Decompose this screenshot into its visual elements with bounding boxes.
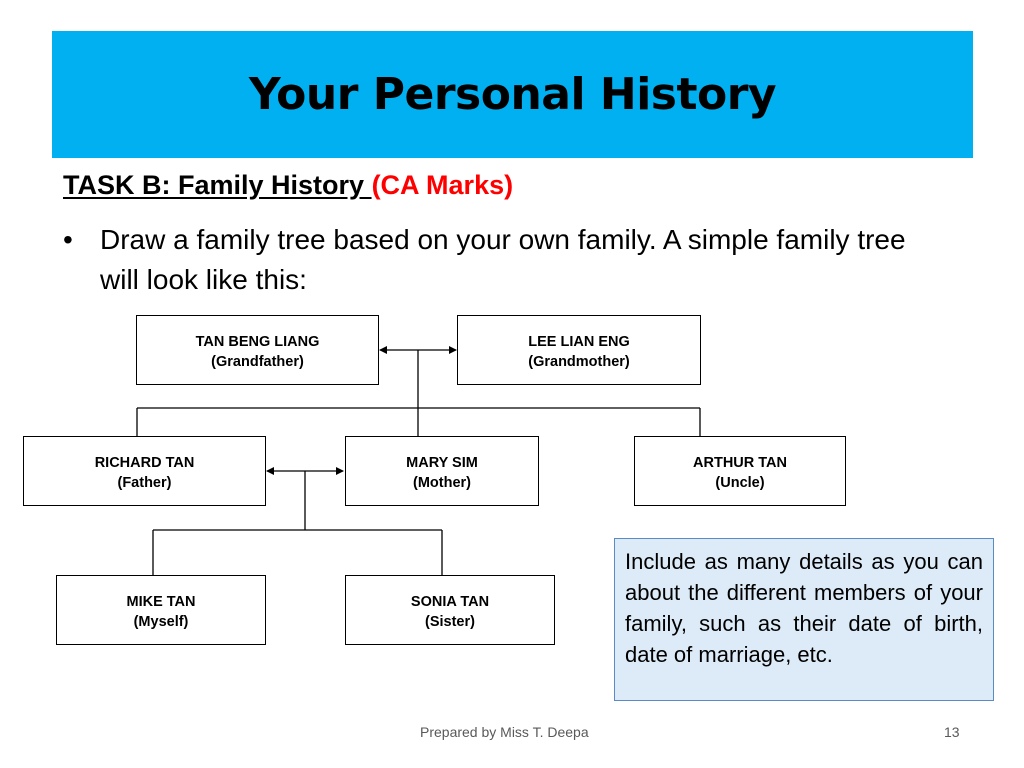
tree-node-grandmother [457, 315, 701, 385]
tree-node-grandfather [136, 315, 379, 385]
ca-marks-label: (CA Marks) [371, 170, 514, 200]
node-role: (Mother) [413, 475, 471, 491]
tree-node-mother [345, 436, 539, 506]
node-name: RICHARD TAN [94, 455, 195, 471]
node-role: (Father) [117, 475, 172, 491]
node-role: (Uncle) [715, 475, 765, 491]
node-role: (Grandmother) [528, 354, 630, 370]
instruction-text: Draw a family tree based on your own family. A simple family tree will look like this: [100, 224, 906, 295]
node-name: ARTHUR TAN [693, 455, 787, 471]
task-label: TASK B: Family History [63, 170, 372, 200]
slide-title: Your Personal History [248, 69, 777, 120]
node-name: MIKE TAN [126, 594, 196, 610]
page-number: 13 [944, 724, 960, 740]
tree-node-myself [56, 575, 266, 645]
node-name: TAN BENG LIANG [195, 334, 320, 350]
node-name: SONIA TAN [410, 594, 490, 610]
node-role: (Grandfather) [211, 354, 304, 370]
tree-node-father [23, 436, 266, 506]
node-role: (Sister) [425, 614, 475, 630]
node-name: LEE LIAN ENG [528, 334, 630, 350]
footer-author: Prepared by Miss T. Deepa [420, 724, 589, 740]
node-name: MARY SIM [406, 455, 478, 471]
tree-node-uncle [634, 436, 846, 506]
bullet-dot-icon: • [63, 224, 73, 255]
node-role: (Myself) [133, 614, 189, 630]
details-note-box: Include as many details as you can about the different members of your family, such as their date of birth, date of marriage, etc. [614, 538, 994, 701]
tree-node-sister [345, 575, 555, 645]
